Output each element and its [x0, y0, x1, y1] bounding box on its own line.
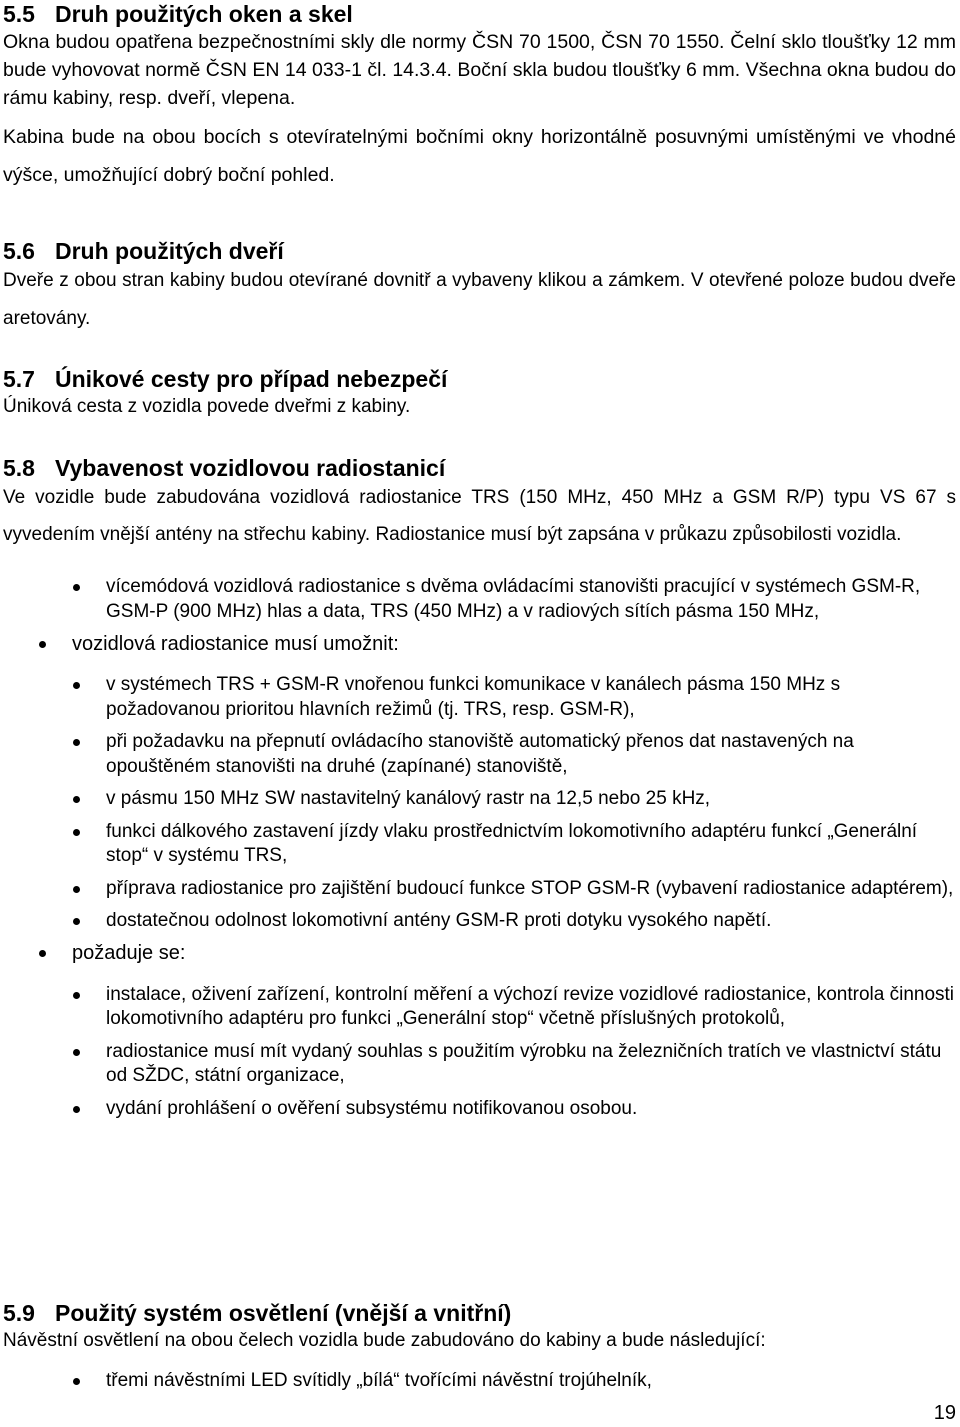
section-heading [3, 237, 956, 265]
section-title: Druh použitých oken a skel [55, 1, 353, 27]
list-item-text: radiostanice musí mít vydaný souhlas s použitím výrobku na železničních tratích ve vlastnictví státu od SŽDC, státní organizace, [106, 1040, 942, 1086]
section-5-5 [3, 0, 956, 194]
bullet-icon [73, 918, 80, 925]
section-number: 5.8 [3, 455, 35, 481]
bullet-icon [73, 1049, 80, 1056]
bullet-icon [73, 1378, 80, 1385]
list-item-text: při požadavku na přepnutí ovládacího stanoviště automatický přenos dat nastavených na opouštěném stanovišti na druhé (zapínané) stanoviště, [106, 731, 854, 777]
bullet-icon [73, 584, 80, 591]
bullet-icon [73, 682, 80, 689]
list-item [3, 983, 956, 1032]
section-5-7 [3, 365, 956, 421]
paragraph: Návěstní osvětlení na obou čelech vozidla bude zabudováno do kabiny a bude následující: [3, 1330, 766, 1351]
list-group-label: vozidlová radiostanice musí umožnit: [72, 633, 399, 655]
section-5-6 [3, 237, 956, 338]
radio-bullet-list [3, 575, 956, 657]
section-number: 5.5 [3, 1, 35, 27]
paragraph: Dveře z obou stran kabiny budou otevírané dovnitř a vybaveny klikou a zámkem. V otevřené poloze budou dveře aretovány. [3, 270, 956, 329]
requirements-list [3, 983, 956, 1122]
list-item-text: dostatečnou odolnost lokomotivní antény GSM-R proti dotyku vysokého napětí. [106, 910, 772, 931]
bullet-icon [73, 992, 80, 999]
list-item-text: v pásmu 150 MHz SW nastavitelný kanálový rastr na 12,5 nebo 25 kHz, [106, 788, 711, 809]
list-group-heading [3, 631, 956, 657]
paragraph: Ve vozidle bude zabudována vozidlová radiostanice TRS (150 MHz, 450 MHz a GSM R/P) typu VS 67 s vyvedením vnější antény na střechu kabiny. Radiostanice musí být zapsána v průkazu způsobilosti vozidla. [3, 487, 956, 545]
section-heading [3, 454, 956, 482]
bullet-icon [73, 829, 80, 836]
list-item [3, 820, 956, 869]
bullet-icon [73, 739, 80, 746]
list-group-heading [3, 940, 956, 966]
list-item [3, 877, 956, 902]
bullet-icon [39, 641, 46, 648]
list-item-text: v systémech TRS + GSM-R vnořenou funkci komunikace v kanálech pásma 150 MHz s požadovanou prioritou hlavních režimů (tj. TRS, resp. GSM-R), [106, 674, 841, 720]
bullet-icon [73, 886, 80, 893]
section-number: 5.6 [3, 238, 35, 264]
list-item-text: příprava radiostanice pro zajištění budoucí funkce STOP GSM-R (vybavení radiostanice adaptérem), [106, 877, 954, 899]
list-item [3, 909, 956, 934]
lighting-list [3, 1369, 956, 1394]
section-5-9 [3, 1299, 956, 1394]
list-item-text: třemi návěstními LED svítidly „bílá“ tvořícími návěstní trojúhelník, [106, 1370, 652, 1391]
list-item [3, 1040, 956, 1089]
section-heading [3, 1299, 956, 1327]
list-item-text: vícemódová vozidlová radiostanice s dvěma ovládacími stanovišti pracující v systémech GSM-R, GSM-P (900 MHz) hlas a data, TRS (450 MHz) a v radiových sítích pásma 150 MHz, [106, 576, 921, 622]
list-item [3, 730, 956, 779]
paragraph: Kabina bude na obou bocích s otevíratelnými bočními okny horizontálně posuvnými umístěnými ve vhodné výšce, umožňující dobrý boční pohled. [3, 126, 956, 186]
paragraph: Okna budou opatřena bezpečnostními skly dle normy ČSN 70 1500, ČSN 70 1550. Čelní sklo tloušťky 12 mm bude vyhovovat normě ČSN EN 14 033-1 čl. 14.3.4. Boční skla budou tloušťky 6 mm. Všechna okna budou do rámu kabiny, resp. dveří, vlepena. [3, 31, 956, 109]
list-item [3, 1369, 956, 1394]
bullet-icon [73, 796, 80, 803]
list-item-text: funkci dálkového zastavení jízdy vlaku prostřednictvím lokomotivního adaptéru funkcí „Generální stop“ v systému TRS, [106, 820, 918, 866]
list-item [3, 787, 956, 812]
section-heading [3, 0, 956, 28]
section-number: 5.7 [3, 366, 35, 392]
bullet-icon [73, 1106, 80, 1113]
list-group-label: požaduje se: [72, 941, 186, 964]
list-item [3, 575, 956, 624]
list-item-text: vydání prohlášení o ověření subsystému notifikovanou osobou. [106, 1097, 638, 1119]
page-number: 19 [933, 1402, 956, 1424]
section-title: Použitý systém osvětlení (vnější a vnitřní) [55, 1300, 512, 1326]
list-item [3, 673, 956, 722]
section-number: 5.9 [3, 1300, 35, 1326]
section-title: Únikové cesty pro případ nebezpečí [55, 366, 448, 392]
paragraph: Úniková cesta z vozidla povede dveřmi z kabiny. [3, 396, 411, 417]
list-item [3, 1097, 956, 1122]
section-5-8 [3, 454, 956, 1121]
radio-capabilities-list [3, 673, 956, 966]
list-item-text: instalace, oživení zařízení, kontrolní měření a výchozí revize vozidlové radiostanice, kontrola činnosti lokomotivního adaptéru pro funkci „Generální stop“ včetně příslušných protokolů, [106, 983, 955, 1029]
section-title: Vybavenost vozidlovou radiostanicí [55, 455, 446, 481]
section-heading [3, 365, 956, 393]
section-title: Druh použitých dveří [55, 238, 284, 264]
bullet-icon [39, 950, 46, 957]
